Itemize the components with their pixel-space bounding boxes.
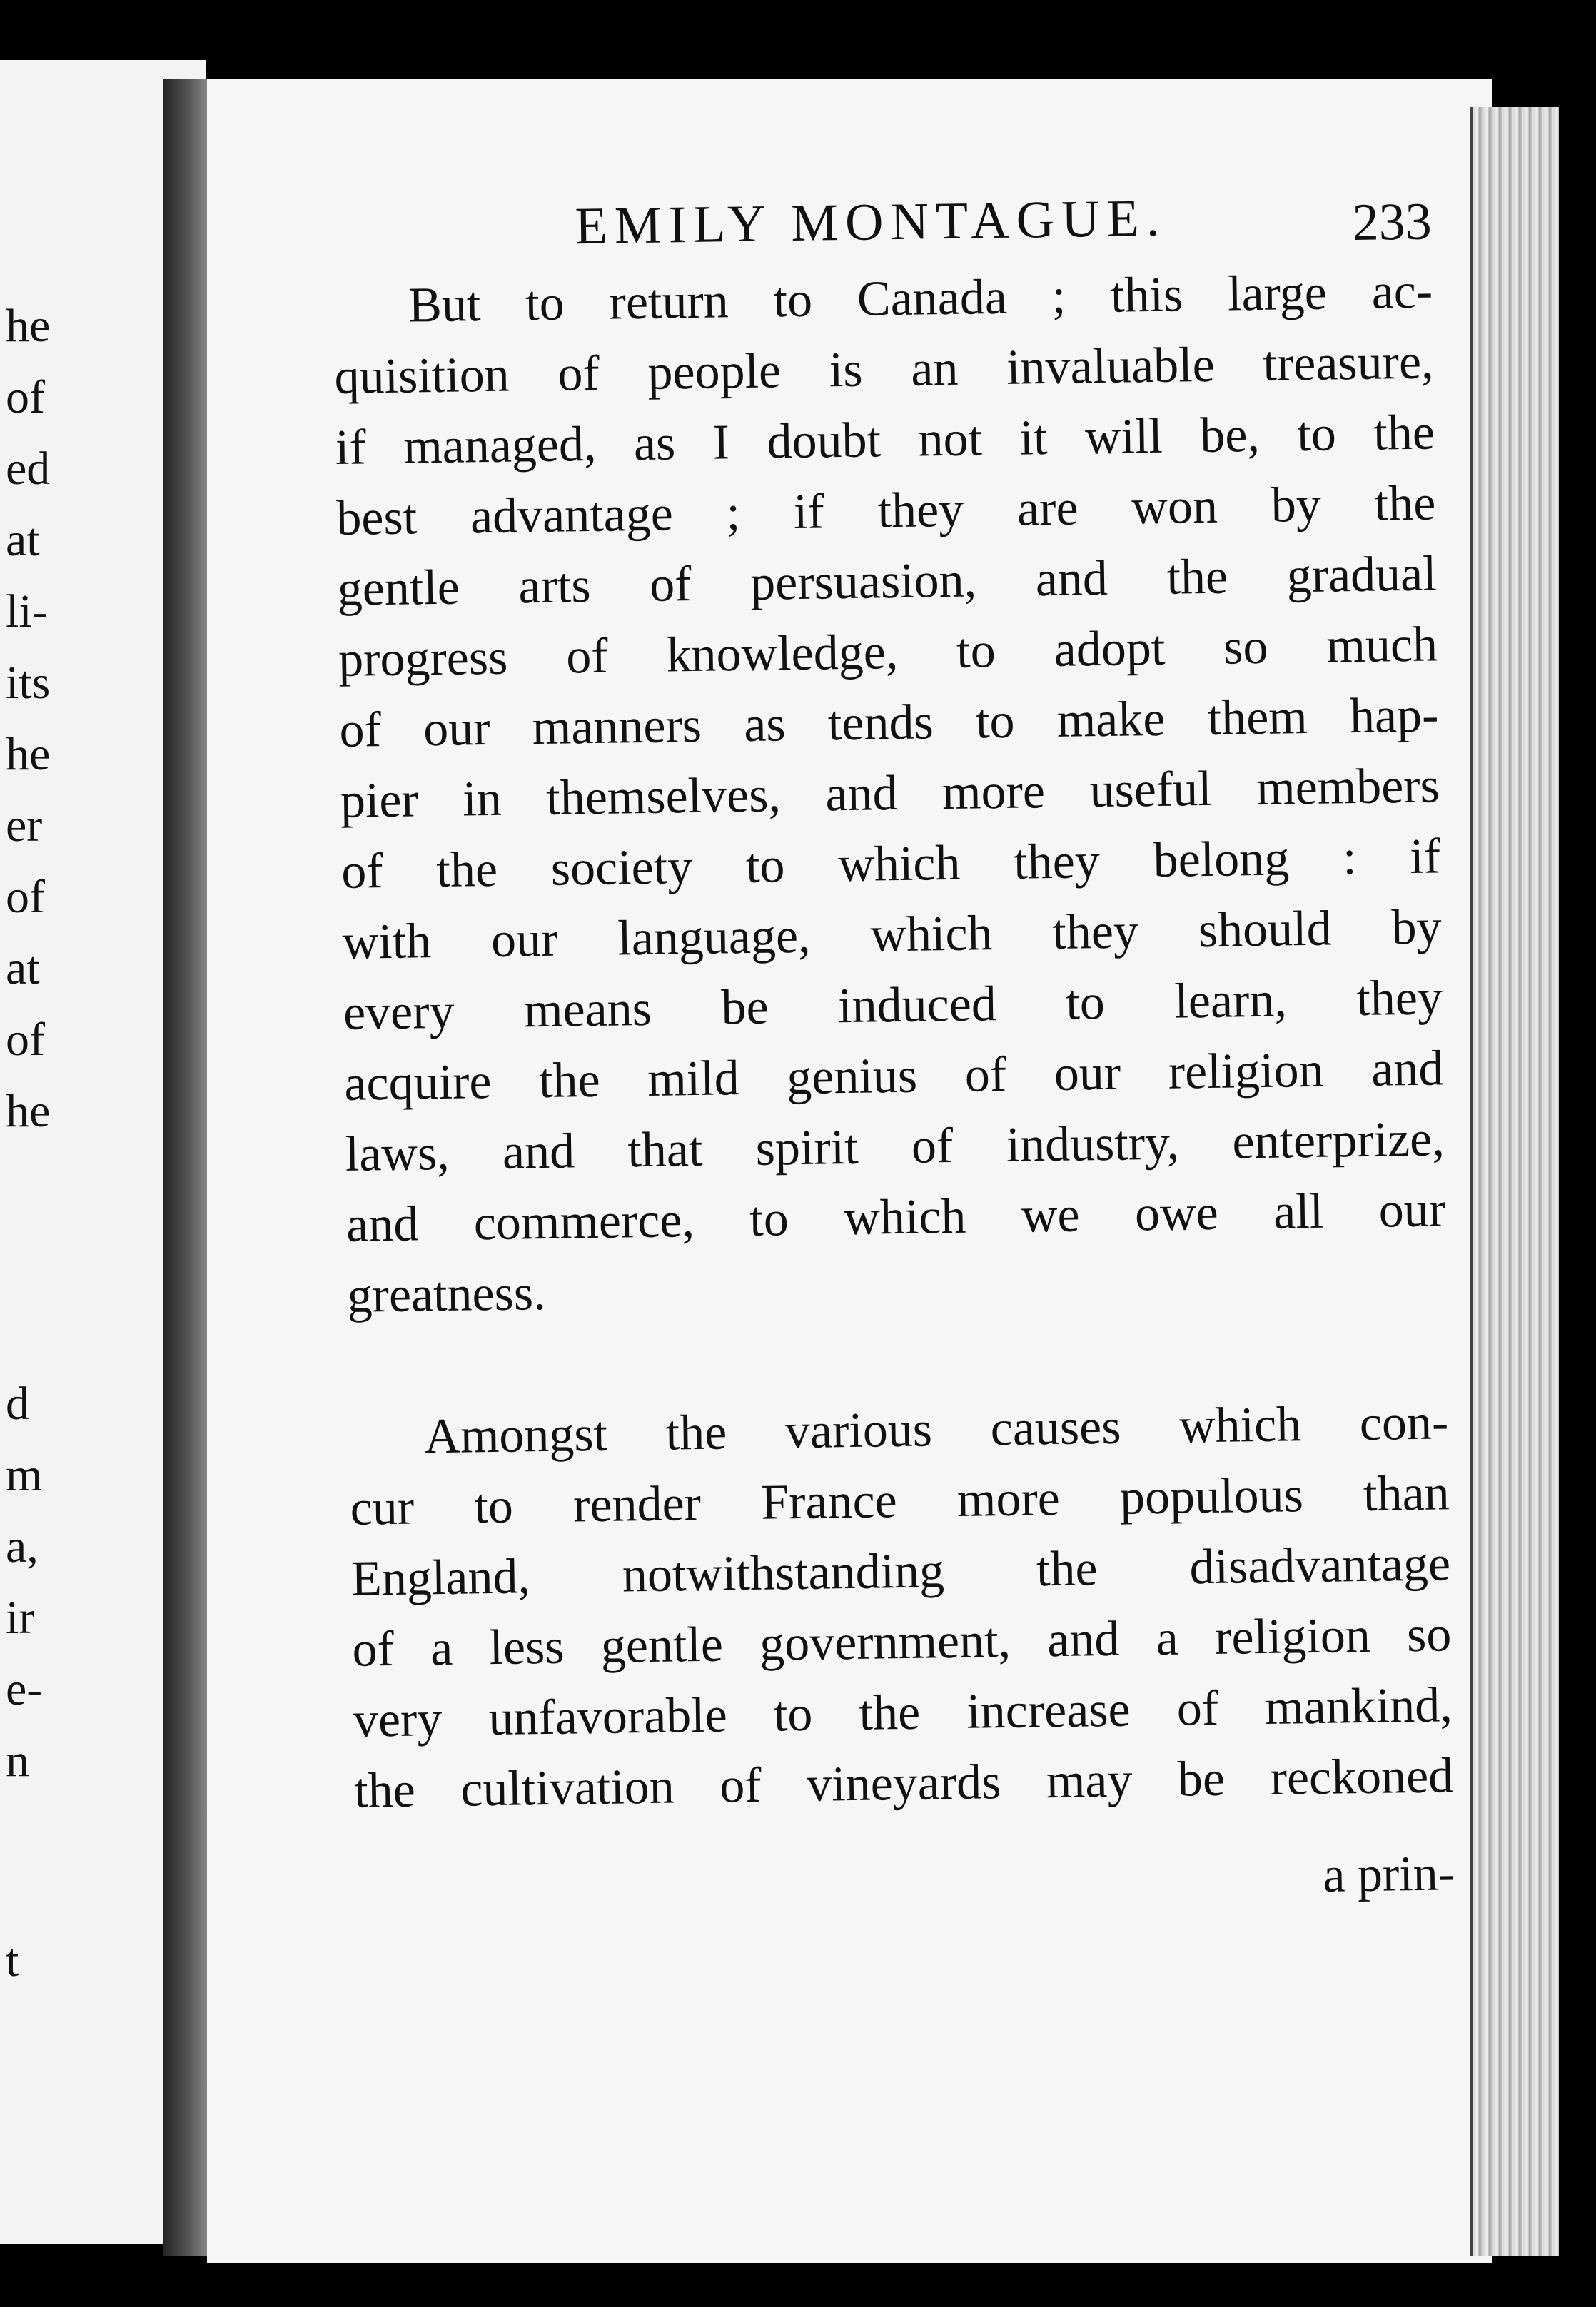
left-fragment: e- [6, 1663, 43, 1715]
left-fragment: a, [6, 1520, 39, 1573]
catchword: a prin- [1322, 1846, 1455, 1903]
page-edges [1470, 107, 1559, 2256]
left-fragment: he [6, 1085, 51, 1137]
text-line: of a less gentle government, and a religion so [351, 1607, 1452, 1677]
text-line: of the society to which they belong : if [340, 829, 1441, 899]
text-line: England, notwithstanding the disadvantage [350, 1536, 1451, 1607]
left-fragment: of [6, 1014, 45, 1066]
right-page [207, 79, 1492, 2263]
left-fragment: t [6, 1934, 19, 1987]
left-fragment: li- [6, 585, 48, 637]
running-title: EMILY MONTAGUE. [575, 188, 1167, 256]
left-fragment: he [6, 728, 51, 780]
left-fragment: ir [6, 1592, 35, 1644]
left-fragment: ed [6, 443, 51, 495]
text-line: if managed, as I doubt not it will be, to the [335, 405, 1435, 475]
left-fragment: d [6, 1378, 29, 1430]
left-fragment: at [6, 514, 40, 566]
left-fragment: its [6, 657, 51, 709]
left-fragment: n [6, 1735, 29, 1787]
text-line: pier in themselves, and more useful members [340, 758, 1440, 829]
paragraph [333, 256, 1448, 1331]
text-line: gentle arts of persuasion, and the gradual [337, 546, 1438, 617]
left-fragment: m [6, 1449, 43, 1501]
text-line: progress of knowledge, to adopt so much [338, 617, 1438, 687]
text-line: best advantage ; if they are won by the [335, 475, 1436, 546]
text-line: But to return to Canada ; this large ac- [408, 263, 1433, 333]
paragraph [349, 1387, 1454, 1826]
text-line: cur to render France more populous than [350, 1465, 1450, 1536]
text-line: of our manners as tends to make them hap- [338, 687, 1439, 758]
text-line: laws, and that spirit of industry, enterprize, [345, 1111, 1445, 1182]
running-head [332, 177, 1432, 271]
text-line: with our language, which they should by [342, 899, 1443, 970]
text-line: greatness. [347, 1265, 547, 1323]
page-number: 233 [1352, 192, 1433, 253]
text-line: very unfavorable to the increase of mankind, [353, 1677, 1453, 1748]
text-line: every means be induced to learn, they [343, 970, 1443, 1041]
text-line: acquire the mild genius of our religion and [343, 1041, 1444, 1111]
left-fragment: of [6, 871, 45, 923]
left-fragment: er [6, 799, 43, 852]
text-line: Amongst the various causes which con- [423, 1395, 1449, 1465]
text-line: and commerce, to which we owe all our [345, 1182, 1446, 1253]
text-line: the cultivation of vineyards may be reckoned [353, 1748, 1454, 1819]
left-fragment: he [6, 300, 51, 352]
text-block [332, 177, 1455, 1924]
text-line: quisition of people is an invaluable treasure, [334, 334, 1434, 405]
left-fragment: at [6, 942, 40, 994]
left-fragment: of [6, 371, 45, 423]
